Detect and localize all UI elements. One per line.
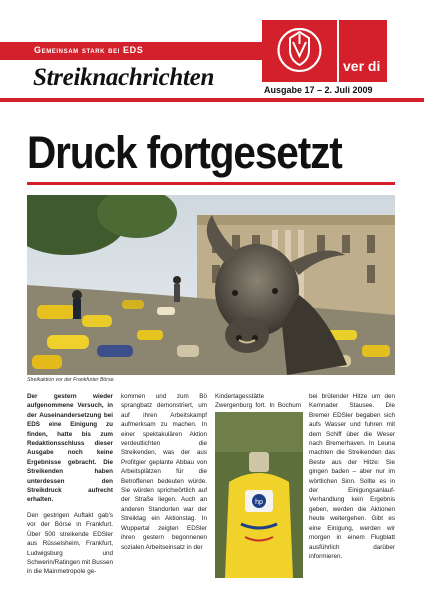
column-2 — [121, 392, 207, 552]
column-1 — [27, 392, 113, 577]
masthead-title: Streiknachrichten — [33, 64, 215, 91]
verdi-logo-text: ver di — [343, 58, 381, 74]
stock-exchange-protest-image — [27, 195, 395, 375]
headline: Druck fortgesetzt — [27, 127, 342, 178]
column-2-text: kommen und zum Bö sprangbatz demonstriert, um auf ihren Arbeitskampf aufmerksam zu machen. In einer spektakulären Aktion verdeutlichten die Streikenden, was der aus Profitgier geplante Abbau von Arbeitsplätzen für die Betroffenen bedeuten würde. Sie würden sprichwörtlich auf der Straße liegen. Auch an anderen Standorten war der Streiktag ein Aktionstag. In Wuppertal zeigten EDSler ihren gestern begonnenen sozialen Arbeitseinsatz in der — [121, 393, 207, 551]
inset-photo — [215, 412, 303, 578]
masthead-kicker: Gemeinsam stark bei EDS — [34, 45, 144, 55]
headline-rule — [27, 182, 395, 185]
svg-text:hp: hp — [255, 499, 263, 506]
issue-date: Ausgabe 17 – 2. Juli 2009 — [264, 85, 373, 95]
ig-metall-logo — [262, 20, 337, 82]
verdi-logo — [337, 20, 387, 82]
column-1-text: Den gestrigen Auftakt gab's vor der Börse in Frankfurt. Über 500 streikende EDSler aus Rüsselsheim, Frankfurt, Ludwigsburg und Schwerin/Ratingen mit Bussen in die Mainmetropole ge- — [27, 511, 113, 576]
column-3-text: Kindertagesstätte Zwergenburg fort. In Bochum — [215, 393, 301, 410]
photo-caption: Streikaktion vor der Frankfurter Börse. — [27, 377, 115, 383]
striker-shirt-image — [215, 412, 303, 578]
lead-paragraph: Der gestern wieder aufgenommene Versuch, in der Auseinandersetzung bei EDS eine Einigung zu finden, hatte bis zum Redaktionsschluss dieser Ausgabe noch keine Ergebnisse gebracht. Die Streikenden haben unterdessen den Streikdruck aufrecht erhalten. — [27, 393, 113, 504]
ig-metall-emblem-icon — [262, 20, 337, 82]
masthead-rule — [0, 98, 424, 102]
column-4 — [309, 392, 395, 561]
column-4-text: bei brütender Hitze um den Kemnader Stausee. Die Bremer EDSler begaben sich aufs Wasser und fuhren mit dem Schiff über die Weser nach Bremerhaven. In Leuna machten die Streikenden das Beste aus der Hitze: Sie gingen baden – aber nur im wörtlichen Sinn. Sollte es in der Einigungsanlauf-Verhandlung kein Ergebnis geben, werden die Aktionen heute weitergehen. Gibt es eine Einigung, werden wir morgen in einem Flugblatt ausführlich darüber informieren. — [309, 393, 395, 560]
lead-photo — [27, 195, 395, 375]
